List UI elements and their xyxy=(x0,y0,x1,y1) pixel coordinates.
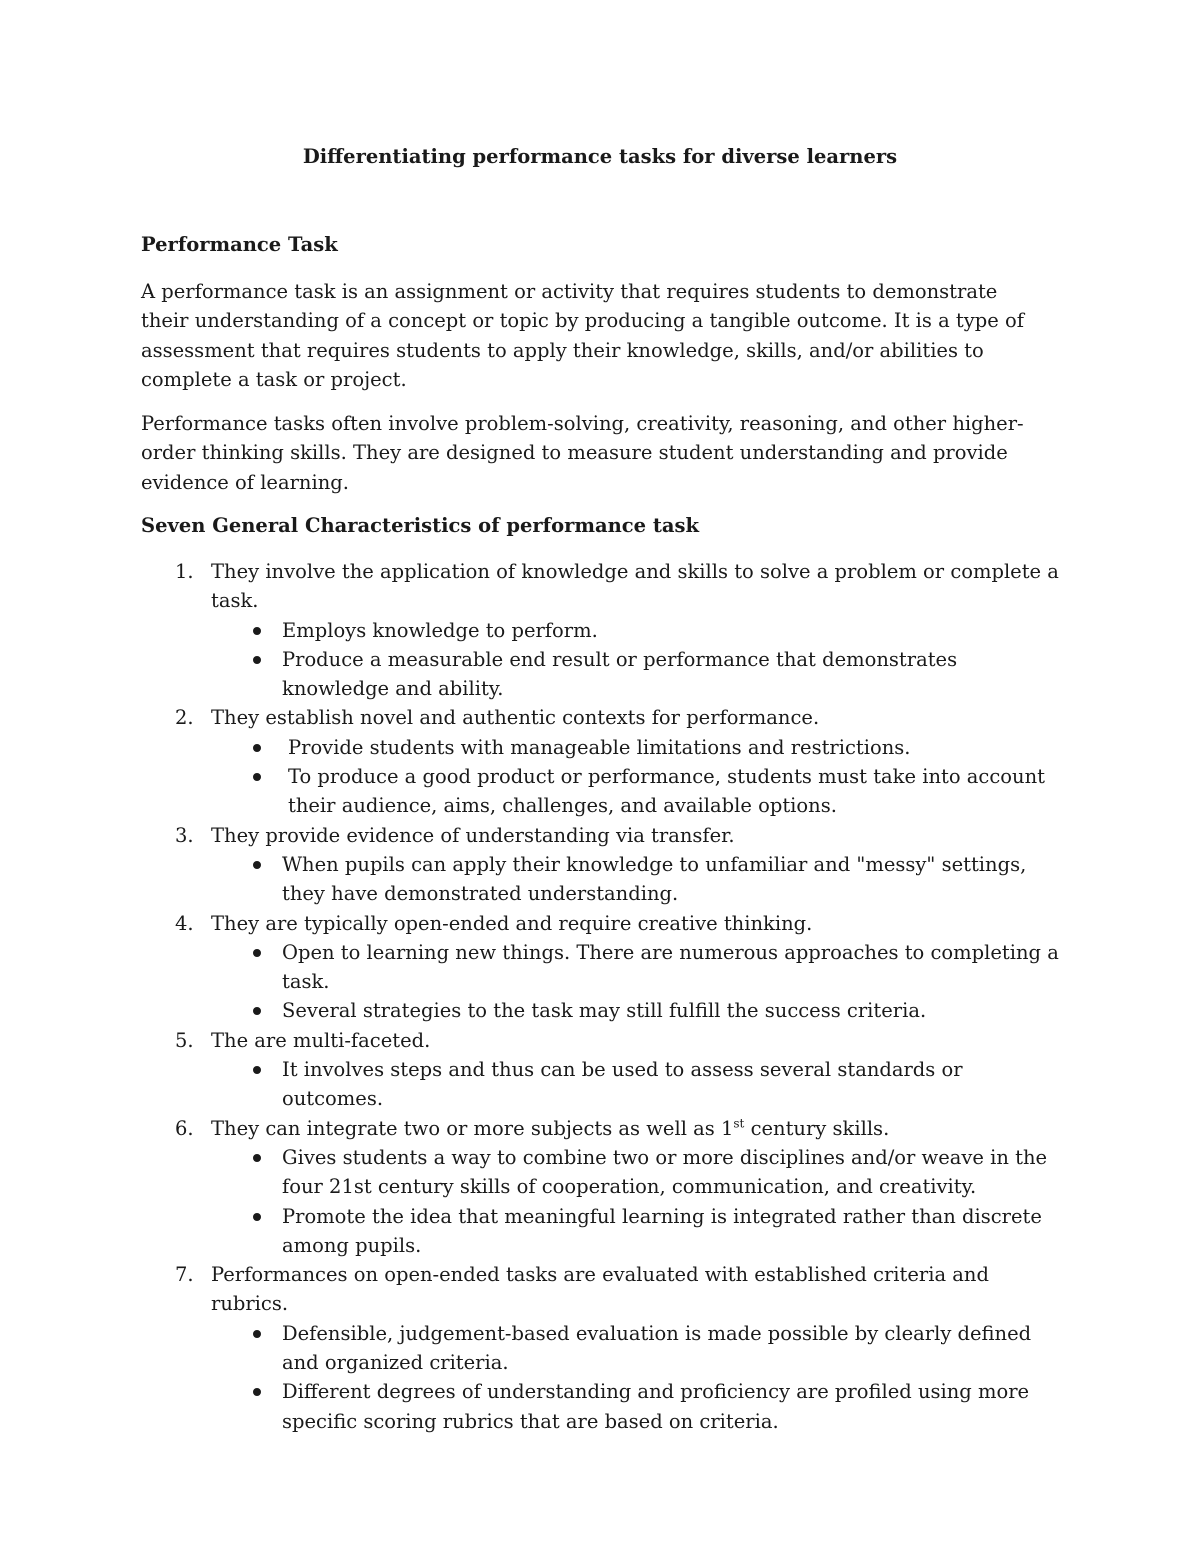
bullet-list xyxy=(211,1143,1061,1260)
characteristic-item-6 xyxy=(141,1114,1061,1260)
item-number: 6. xyxy=(175,1116,194,1140)
item-text: The are multi-faceted. xyxy=(211,1028,431,1052)
characteristic-item-7 xyxy=(141,1260,1061,1436)
bullet-item: Produce a measurable end result or performance that demonstrates knowledge and ability. xyxy=(211,645,1061,704)
item-number: 5. xyxy=(175,1028,194,1052)
performance-task-paragraph-2: Performance tasks often involve problem-solving, creativity, reasoning, and other higher-order thinking skills. They are designed to measure student understanding and provide evidence of learning. xyxy=(141,412,1024,494)
item-number: 7. xyxy=(175,1263,194,1287)
bullet-item: To produce a good product or performance, students must take into account their audience, aims, challenges, and available options. xyxy=(211,762,1061,821)
bullet-icon xyxy=(253,656,261,664)
performance-task-paragraph-1: A performance task is an assignment or activity that requires students to demonstrate their understanding of a concept or topic by producing a tangible outcome. It is a type of assessment that requires students to apply their knowledge, skills, and/or abilities to complete a task or project. xyxy=(141,280,1024,391)
characteristics-heading: Seven General Characteristics of performance task xyxy=(141,514,699,537)
bullet-item: Gives students a way to combine two or more disciplines and/or weave in the four 21st century skills of cooperation, communication, and creativity. xyxy=(211,1143,1061,1202)
document-title: Differentiating performance tasks for diverse learners xyxy=(302,145,898,168)
item-text: They involve the application of knowledge and skills to solve a problem or complete a task. xyxy=(211,560,1059,613)
bullet-icon xyxy=(253,1213,261,1221)
item-text: They can integrate two or more subjects as well as 1st century skills. xyxy=(211,1116,890,1140)
bullet-icon xyxy=(253,773,261,781)
bullet-item: It involves steps and thus can be used to assess several standards or outcomes. xyxy=(211,1055,1061,1114)
bullet-item: Different degrees of understanding and proficiency are profiled using more specific scoring rubrics that are based on criteria. xyxy=(211,1377,1061,1436)
item-text: They provide evidence of understanding via transfer. xyxy=(211,823,735,847)
bullet-item: Defensible, judgement-based evaluation is made possible by clearly defined and organized criteria. xyxy=(211,1319,1061,1378)
item-number: 3. xyxy=(175,823,194,847)
performance-task-heading: Performance Task xyxy=(141,233,338,256)
bullet-icon xyxy=(253,949,261,957)
bullet-list xyxy=(211,1319,1061,1436)
bullet-item: When pupils can apply their knowledge to unfamiliar and "messy" settings, they have demonstrated understanding. xyxy=(211,850,1061,909)
item-number: 1. xyxy=(175,560,194,583)
bullet-icon xyxy=(253,1007,261,1015)
item-number: 2. xyxy=(175,706,194,730)
bullet-list xyxy=(211,850,1061,909)
bullet-item: Provide students with manageable limitations and restrictions. xyxy=(211,733,1061,762)
characteristics-list xyxy=(141,557,1061,1436)
bullet-icon xyxy=(253,1330,261,1338)
bullet-item: Employs knowledge to perform. xyxy=(211,616,1061,645)
bullet-item: Promote the idea that meaningful learning is integrated rather than discrete among pupils. xyxy=(211,1202,1061,1261)
item-number: 4. xyxy=(175,911,194,935)
bullet-list xyxy=(211,733,1061,821)
characteristic-item-4 xyxy=(141,909,1061,1026)
item-text: Performances on open-ended tasks are evaluated with established criteria and rubrics. xyxy=(211,1263,989,1316)
bullet-icon xyxy=(253,744,261,752)
characteristic-item-5 xyxy=(141,1026,1061,1114)
bullet-icon xyxy=(253,627,261,635)
item-text: They establish novel and authentic contexts for performance. xyxy=(211,706,820,730)
characteristic-item-3 xyxy=(141,821,1061,909)
bullet-icon xyxy=(253,1154,261,1162)
bullet-icon xyxy=(253,1388,261,1396)
bullet-list xyxy=(211,616,1061,704)
bullet-list xyxy=(211,938,1061,1026)
characteristic-item-2 xyxy=(141,703,1061,820)
bullet-list xyxy=(211,1055,1061,1114)
bullet-item: Several strategies to the task may still fulfill the success criteria. xyxy=(211,996,1061,1025)
bullet-icon xyxy=(253,1066,261,1074)
bullet-item: Open to learning new things. There are numerous approaches to completing a task. xyxy=(211,938,1061,997)
ordinal-superscript: st xyxy=(733,1116,745,1131)
characteristic-item-1 xyxy=(141,557,1061,703)
item-text: They are typically open-ended and require creative thinking. xyxy=(211,911,813,935)
bullet-icon xyxy=(253,861,261,869)
